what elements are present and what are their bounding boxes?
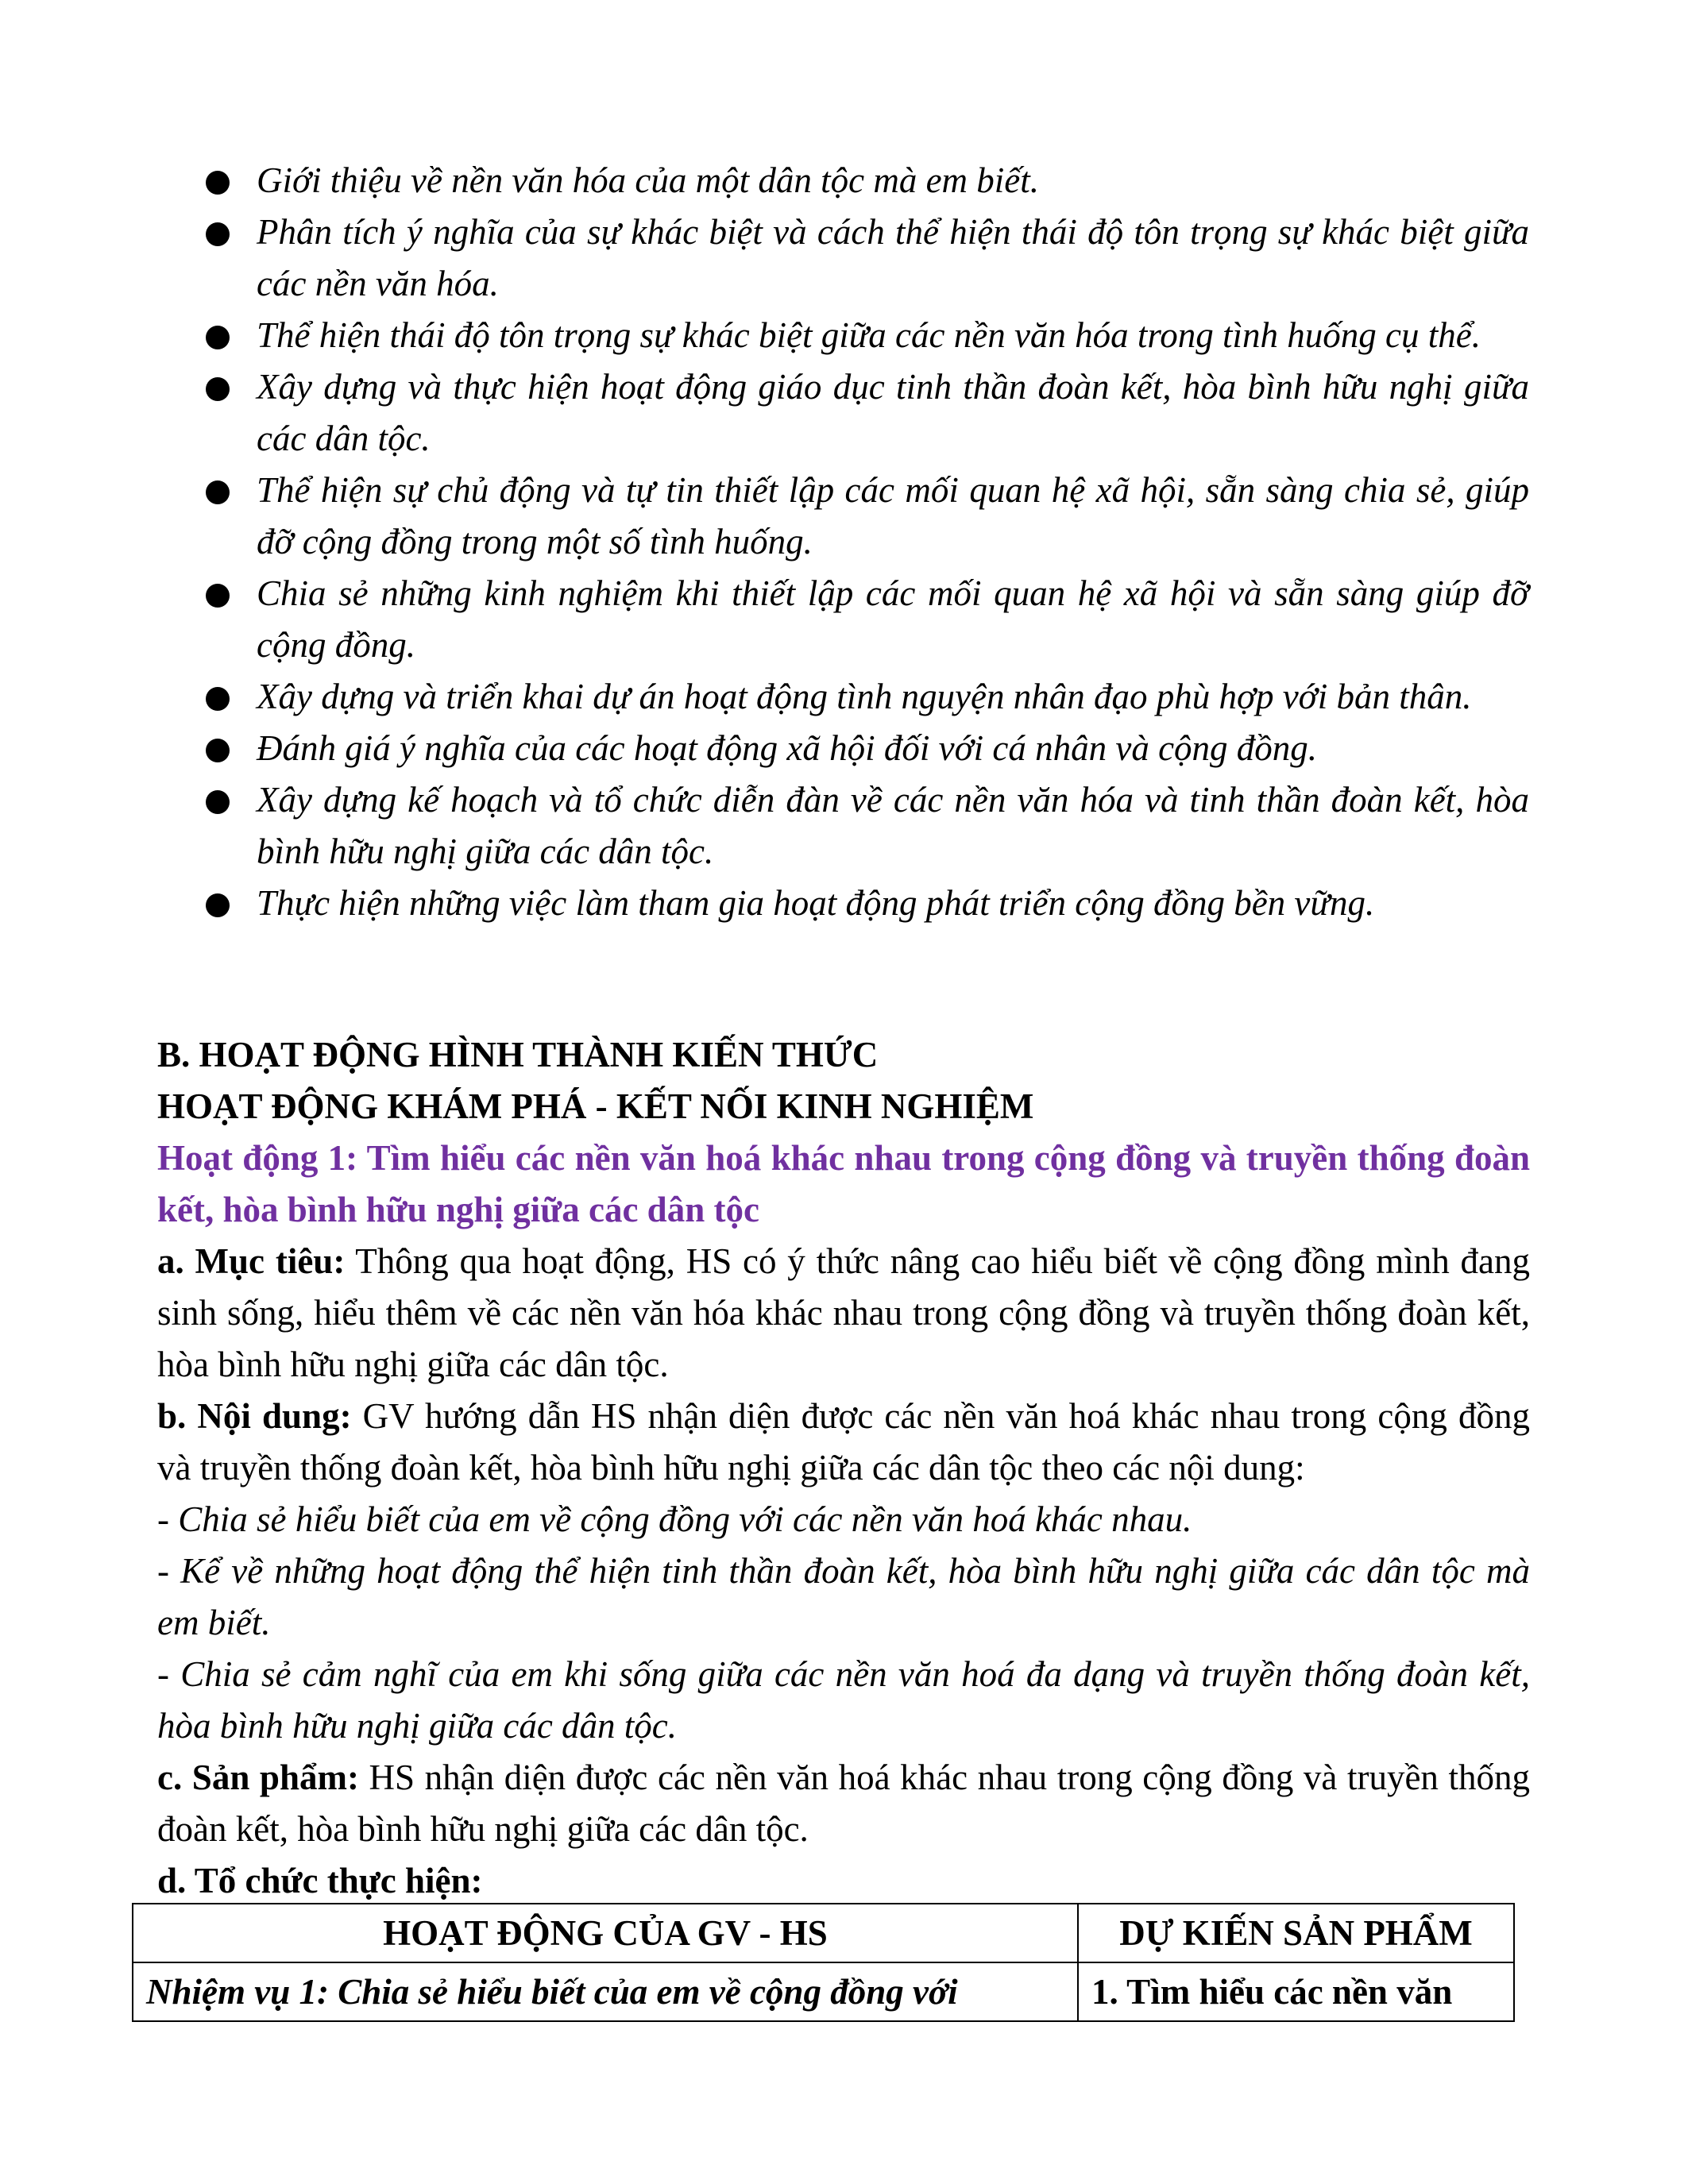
bullet-text: Xây dựng và triển khai dự án hoạt động tình nguyện nhân đạo phù hợp với bản thân. <box>257 677 1472 716</box>
table-cell-task: Nhiệm vụ 1: Chia sẻ hiểu biết của em về cộng đồng với <box>133 1962 1078 2021</box>
bullet-text: Giới thiệu về nền văn hóa của một dân tộc mà em biết. <box>257 160 1040 200</box>
noi-dung-item: - Kể về những hoạt động thể hiện tinh thần đoàn kết, hòa bình hữu nghị giữa các dân tộc mà em biết. <box>157 1551 1530 1642</box>
list-item <box>203 723 1529 774</box>
list-item <box>203 465 1529 568</box>
muc-tieu-paragraph <box>157 1236 1530 1391</box>
bullet-icon <box>206 790 230 814</box>
table-row <box>133 1962 1514 2021</box>
bullet-text: Phân tích ý nghĩa của sự khác biệt và cách thể hiện thái độ tôn trọng sự khác biệt giữa các nền văn hóa. <box>257 212 1529 303</box>
list-item <box>203 206 1529 310</box>
bullet-text: Thể hiện sự chủ động và tự tin thiết lập các mối quan hệ xã hội, sẵn sàng chia sẻ, giúp đỡ cộng đồng trong một số tình huống. <box>257 470 1529 561</box>
table-cell-product: 1. Tìm hiểu các nền văn <box>1078 1962 1514 2021</box>
activity-title: Hoạt động 1: Tìm hiểu các nền văn hoá khác nhau trong cộng đồng và truyền thống đoàn kết, hòa bình hữu nghị giữa các dân tộc <box>157 1138 1530 1229</box>
section-content <box>157 1029 1530 1907</box>
san-pham-text: HS nhận diện được các nền văn hoá khác nhau trong cộng đồng và truyền thống đoàn kết, hòa bình hữu nghị giữa các dân tộc. <box>157 1758 1530 1849</box>
bullet-icon <box>206 480 230 504</box>
section-b-heading: B. HOẠT ĐỘNG HÌNH THÀNH KIẾN THỨC <box>157 1035 879 1075</box>
list-item <box>203 361 1529 465</box>
bullet-text: Xây dựng kế hoạch và tổ chức diễn đàn về các nền văn hóa và tinh thần đoàn kết, hòa bình hữu nghị giữa các dân tộc. <box>257 780 1529 871</box>
bullet-text: Chia sẻ những kinh nghiệm khi thiết lập các mối quan hệ xã hội và sẵn sàng giúp đỡ cộng đồng. <box>257 573 1529 665</box>
bullet-text: Thể hiện thái độ tôn trọng sự khác biệt giữa các nền văn hóa trong tình huống cụ thể. <box>257 315 1481 355</box>
muc-tieu-label: a. Mục tiêu: <box>157 1241 346 1281</box>
table-header-gv-hs: HOẠT ĐỘNG CỦA GV - HS <box>133 1904 1078 1962</box>
activity-table <box>132 1903 1515 2022</box>
san-pham-paragraph <box>157 1752 1530 1855</box>
list-item <box>203 774 1529 878</box>
list-item <box>203 155 1529 206</box>
bullet-icon <box>206 739 230 762</box>
list-item <box>203 671 1529 723</box>
bullet-icon <box>206 222 230 246</box>
bullet-icon <box>206 326 230 349</box>
noi-dung-item: - Chia sẻ hiểu biết của em về cộng đồng với các nền văn hoá khác nhau. <box>157 1499 1192 1539</box>
list-item <box>203 310 1529 361</box>
muc-tieu-text: Thông qua hoạt động, HS có ý thức nâng cao hiểu biết về cộng đồng mình đang sinh sống, hiểu thêm về các nền văn hóa khác nhau trong cộng đồng và truyền thống đoàn kết, hòa bình hữu nghị giữa các dân tộc. <box>157 1241 1530 1384</box>
list-item <box>203 568 1529 671</box>
bullet-icon <box>206 687 230 711</box>
list-item <box>203 878 1529 929</box>
noi-dung-item: - Chia sẻ cảm nghĩ của em khi sống giữa các nền văn hoá đa dạng và truyền thống đoàn kết, hòa bình hữu nghị giữa các dân tộc. <box>157 1654 1530 1746</box>
bullet-text: Thực hiện những việc làm tham gia hoạt động phát triển cộng đồng bền vững. <box>257 883 1375 923</box>
table-header-row <box>133 1904 1514 1962</box>
noi-dung-label: b. Nội dung: <box>157 1396 352 1436</box>
bullet-icon <box>206 171 230 195</box>
section-subheading: HOẠT ĐỘNG KHÁM PHÁ - KẾT NỐI KINH NGHIỆM <box>157 1086 1034 1126</box>
san-pham-label: c. Sản phẩm: <box>157 1758 359 1797</box>
bullet-icon <box>206 377 230 401</box>
objectives-bullet-list <box>203 155 1529 929</box>
table-header-du-kien: DỰ KIẾN SẢN PHẨM <box>1078 1904 1514 1962</box>
bullet-text: Đánh giá ý nghĩa của các hoạt động xã hội đối với cá nhân và cộng đồng. <box>257 728 1318 768</box>
noi-dung-text: GV hướng dẫn HS nhận diện được các nền văn hoá khác nhau trong cộng đồng và truyền thống đoàn kết, hòa bình hữu nghị giữa các dân tộc theo các nội dung: <box>157 1396 1530 1488</box>
bullet-icon <box>206 893 230 917</box>
bullet-text: Xây dựng và thực hiện hoạt động giáo dục tinh thần đoàn kết, hòa bình hữu nghị giữa các dân tộc. <box>257 367 1529 458</box>
bullet-icon <box>206 584 230 608</box>
to-chuc-heading: d. Tổ chức thực hiện: <box>157 1861 483 1900</box>
noi-dung-paragraph <box>157 1391 1530 1494</box>
